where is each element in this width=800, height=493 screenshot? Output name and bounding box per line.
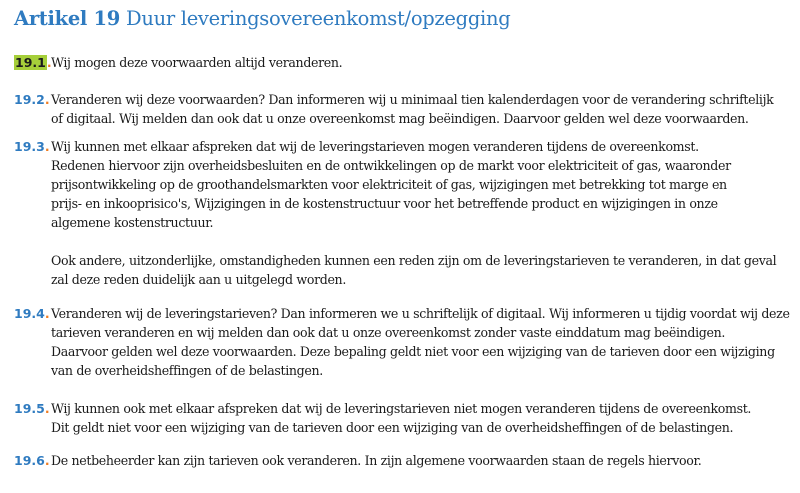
text-line: of digitaal. Wij melden dan ook dat u onze overeenkomst mag beëindigen. Daarvoor gelden wel deze voorwaarden.	[51, 111, 749, 126]
text-line: De netbeheerder kan zijn tarieven ook veranderen. In zijn algemene voorwaarden staan de regels hiervoor.	[51, 453, 702, 468]
article-number: 19.5.	[14, 401, 50, 416]
text-line: tarieven veranderen en wij melden dan ook dat u onze overeenkomst zonder vaste einddatum mag beëindigen.	[51, 325, 726, 340]
text-line: van de overheidsheffingen of de belastingen.	[51, 363, 323, 378]
text-line: Wij kunnen ook met elkaar afspreken dat wij de leveringstarieven niet mogen veranderen tijdens de overeenkomst.	[51, 401, 752, 416]
article-number-value: 19.6	[14, 453, 45, 468]
article-number-value: 19.1	[15, 55, 46, 70]
text-line: Wij kunnen met elkaar afspreken dat wij de leveringstarieven mogen veranderen tijdens de overeenkomst.	[51, 139, 699, 154]
article-title: Duur leveringsovereenkomst/opzegging	[125, 7, 511, 30]
text-line: Ook andere, uitzonderlijke, omstandigheden kunnen een reden zijn om de leveringstarieven te veranderen, in dat geval	[51, 253, 777, 268]
text-line: Dit geldt niet voor een wijziging van de tarieven door een wijziging van de overheidsheffingen of de belastingen.	[51, 420, 734, 435]
article-number: 19.1.	[15, 55, 52, 70]
text-line: algemene kostenstructuur.	[51, 215, 214, 230]
article-text	[51, 53, 796, 72]
article-number: 19.3.	[14, 139, 50, 154]
text-line: Wij mogen deze voorwaarden altijd veranderen.	[51, 55, 343, 70]
article-label: Artikel 19	[14, 7, 121, 30]
text-line: prijsontwikkeling op de groothandelsmarkten voor elektriciteit of gas, wijzigingen met betrekking tot marge en	[51, 177, 727, 192]
text-line: zal deze reden duidelijk aan u uitgelegd worden.	[51, 272, 346, 287]
text-line: Veranderen wij de leveringstarieven? Dan informeren we u schriftelijk of digitaal. Wij informeren u tijdig voordat wij deze	[51, 306, 790, 321]
text-line: Redenen hiervoor zijn overheidsbesluiten en de ontwikkelingen op de markt voor elektriciteit of gas, waaronder	[51, 158, 731, 173]
article-text	[51, 137, 796, 289]
article-text	[51, 304, 796, 380]
text-line: prijs- en inkooprisico's, Wijzigingen in de kostenstructuur voor het betreffende product en wijzigingen in onze	[51, 196, 718, 211]
article-number: 19.6.	[14, 453, 50, 468]
article-number-value: 19.3	[14, 139, 45, 154]
text-line: Veranderen wij deze voorwaarden? Dan informeren wij u minimaal tien kalenderdagen voor de verandering schriftelijk	[51, 92, 774, 107]
article-text	[51, 451, 796, 470]
article-number-value: 19.4	[14, 306, 45, 321]
article-number: 19.4.	[14, 306, 50, 321]
article-number-value: 19.5	[14, 401, 45, 416]
article-number: 19.2.	[14, 92, 50, 107]
article-number-value: 19.2	[14, 92, 45, 107]
article-text	[51, 90, 796, 128]
text-line: Daarvoor gelden wel deze voorwaarden. Deze bepaling geldt niet voor een wijziging van de tarieven door een wijziging	[51, 344, 775, 359]
blank-line	[51, 232, 796, 251]
article-heading	[14, 7, 510, 30]
article-text	[51, 399, 796, 437]
